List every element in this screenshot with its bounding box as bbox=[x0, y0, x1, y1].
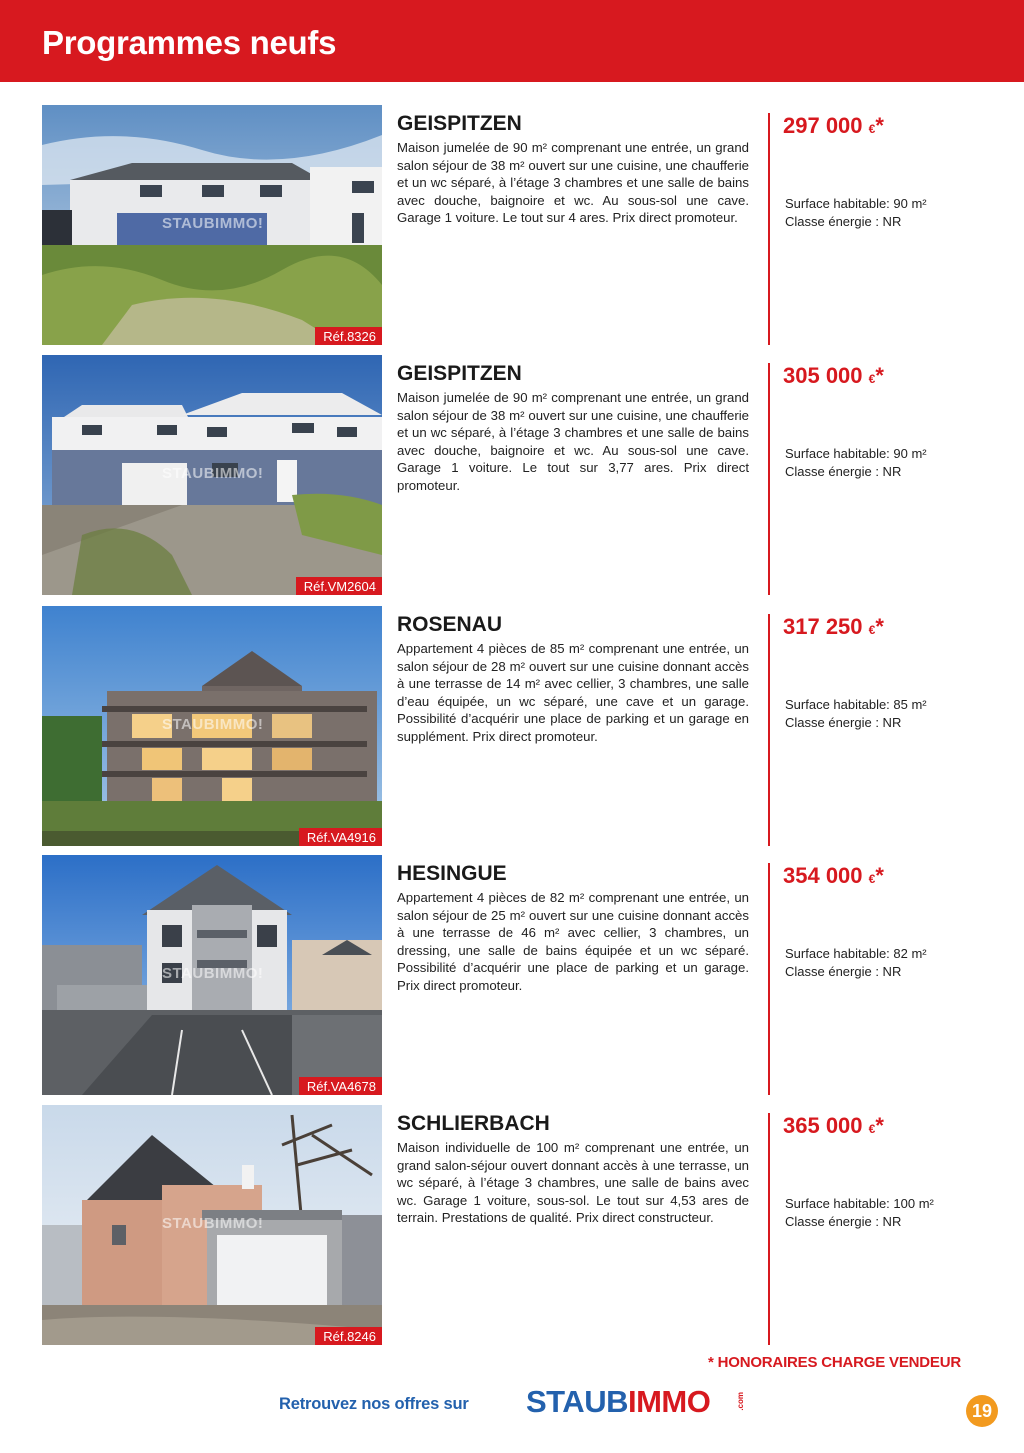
listing-card[interactable] bbox=[0, 105, 1024, 345]
reference-badge: Réf.8326 bbox=[315, 327, 382, 345]
price-currency: € bbox=[868, 122, 876, 136]
listing-description: Maison individuelle de 100 m² comprenant une entrée, un grand salon-séjour ouvert donnant accès à une terrasse, un wc séparé, à l’étage 3 chambres, une salle de bains avec wc. Garage 1 voiture, sous-sol. Le tout sur 4,53 ares de terrain. Prestations de qualité. Prix direct constructeur. bbox=[397, 1140, 749, 1226]
divider bbox=[768, 363, 770, 595]
listing-city: GEISPITZEN bbox=[397, 112, 522, 135]
staubimmo-logo[interactable] bbox=[526, 1384, 745, 1424]
listing-content bbox=[397, 861, 749, 995]
surface-text: Surface habitable: 90 m² bbox=[785, 196, 927, 211]
price-value: 317 250 bbox=[783, 614, 863, 639]
price-currency: € bbox=[868, 872, 876, 886]
photo-watermark: STAUBIMMO! bbox=[162, 465, 264, 482]
listing-photo[interactable] bbox=[42, 1105, 382, 1345]
listing-specs bbox=[785, 696, 927, 732]
listing-photo[interactable] bbox=[42, 105, 382, 345]
price-mark: * bbox=[875, 863, 884, 888]
page-number: 19 bbox=[966, 1395, 998, 1427]
surface-text: Surface habitable: 85 m² bbox=[785, 697, 927, 712]
divider bbox=[768, 113, 770, 345]
listing-content bbox=[397, 612, 749, 746]
price-value: 305 000 bbox=[783, 363, 863, 388]
listing-specs bbox=[785, 195, 927, 231]
photo-watermark: STAUBIMMO! bbox=[162, 716, 264, 733]
divider bbox=[768, 1113, 770, 1345]
energy-class-text: Classe énergie : NR bbox=[785, 1214, 902, 1229]
listing-price bbox=[783, 863, 884, 892]
listing-city: ROSENAU bbox=[397, 613, 503, 636]
reference-badge: Réf.VA4678 bbox=[299, 1077, 382, 1095]
listing-content bbox=[397, 1111, 749, 1227]
price-mark: * bbox=[875, 113, 884, 138]
listing-description: Maison jumelée de 90 m² comprenant une entrée, un grand salon séjour de 38 m² ouvert sur une cuisine, une chaufferie et un wc séparé, à l’étage 3 chambres et une salle de bains avec douche, baignoire et wc. Au sous-sol une cave. Garage 1 voiture. Le tout sur 4 ares. Prix direct promoteur. bbox=[397, 140, 749, 226]
surface-text: Surface habitable: 82 m² bbox=[785, 946, 927, 961]
reference-badge: Réf.8246 bbox=[315, 1327, 382, 1345]
price-currency: € bbox=[868, 1122, 876, 1136]
listing-specs bbox=[785, 1195, 934, 1231]
page-title: Programmes neufs bbox=[42, 24, 337, 61]
reference-badge: Réf.VA4916 bbox=[299, 828, 382, 846]
listing-photo[interactable] bbox=[42, 606, 382, 846]
listing-price bbox=[783, 614, 884, 643]
price-mark: * bbox=[875, 1113, 884, 1138]
logo-part-immo: IMMO bbox=[627, 1384, 711, 1419]
price-currency: € bbox=[868, 372, 876, 386]
surface-text: Surface habitable: 100 m² bbox=[785, 1196, 934, 1211]
page-header bbox=[0, 0, 1024, 82]
listing-description: Maison jumelée de 90 m² comprenant une entrée, un grand salon séjour de 38 m² ouvert sur une cuisine, une chaufferie et un wc séparé, à l’étage 3 chambres et une salle de bains avec douche, baignoire et wc. Au sous-sol une cave. Garage 1 voiture. Le tout sur 3,77 ares. Prix direct promoteur. bbox=[397, 390, 749, 493]
price-mark: * bbox=[875, 363, 884, 388]
energy-class-text: Classe énergie : NR bbox=[785, 214, 902, 229]
photo-watermark: STAUBIMMO! bbox=[162, 965, 264, 982]
energy-class-text: Classe énergie : NR bbox=[785, 964, 902, 979]
price-value: 354 000 bbox=[783, 863, 863, 888]
surface-text: Surface habitable: 90 m² bbox=[785, 446, 927, 461]
footer-tagline: Retrouvez nos offres sur bbox=[279, 1395, 469, 1413]
listing-photo[interactable] bbox=[42, 355, 382, 595]
energy-class-text: Classe énergie : NR bbox=[785, 464, 902, 479]
listing-city: HESINGUE bbox=[397, 862, 507, 885]
listing-specs bbox=[785, 945, 927, 981]
listing-card[interactable] bbox=[0, 855, 1024, 1095]
listing-city: SCHLIERBACH bbox=[397, 1112, 550, 1135]
photo-watermark: STAUBIMMO! bbox=[162, 215, 264, 232]
listing-city: GEISPITZEN bbox=[397, 362, 522, 385]
listing-specs bbox=[785, 445, 927, 481]
listing-description: Appartement 4 pièces de 85 m² comprenant une entrée, un salon séjour de 28 m² ouvert sur une cuisine donnant accès à une terrasse de 14 m² avec cellier, 3 chambres, une salle d’eau équipée, un wc séparé, une cave et un garage. Possibilité d’acquérir une place de parking et un garage en supplément. Prix direct promoteur. bbox=[397, 641, 749, 744]
listing-card[interactable] bbox=[0, 606, 1024, 846]
logo-suffix: .com bbox=[736, 1392, 745, 1411]
logo-part-staub: STAUB bbox=[526, 1384, 628, 1419]
listing-description: Appartement 4 pièces de 82 m² comprenant une entrée, un salon séjour de 25 m² ouvert sur une cuisine donnant accès à une terrasse de 46 m² avec cellier, 3 chambres, un dressing, une salle de bains équipée et un wc séparé. Possibilité d’acquérir une place de parking et un garage. Prix direct promoteur. bbox=[397, 890, 749, 993]
divider bbox=[768, 863, 770, 1095]
listing-price bbox=[783, 363, 884, 392]
reference-badge: Réf.VM2604 bbox=[296, 577, 382, 595]
listing-price bbox=[783, 1113, 884, 1142]
listing-card[interactable] bbox=[0, 355, 1024, 595]
price-mark: * bbox=[875, 614, 884, 639]
photo-watermark: STAUBIMMO! bbox=[162, 1215, 264, 1232]
price-value: 297 000 bbox=[783, 113, 863, 138]
listing-card[interactable] bbox=[0, 1105, 1024, 1345]
price-currency: € bbox=[868, 623, 876, 637]
listing-content bbox=[397, 111, 749, 227]
price-value: 365 000 bbox=[783, 1113, 863, 1138]
fees-footnote: * HONORAIRES CHARGE VENDEUR bbox=[708, 1354, 961, 1371]
divider bbox=[768, 614, 770, 846]
energy-class-text: Classe énergie : NR bbox=[785, 715, 902, 730]
listing-photo[interactable] bbox=[42, 855, 382, 1095]
listing-price bbox=[783, 113, 884, 142]
listing-content bbox=[397, 361, 749, 495]
